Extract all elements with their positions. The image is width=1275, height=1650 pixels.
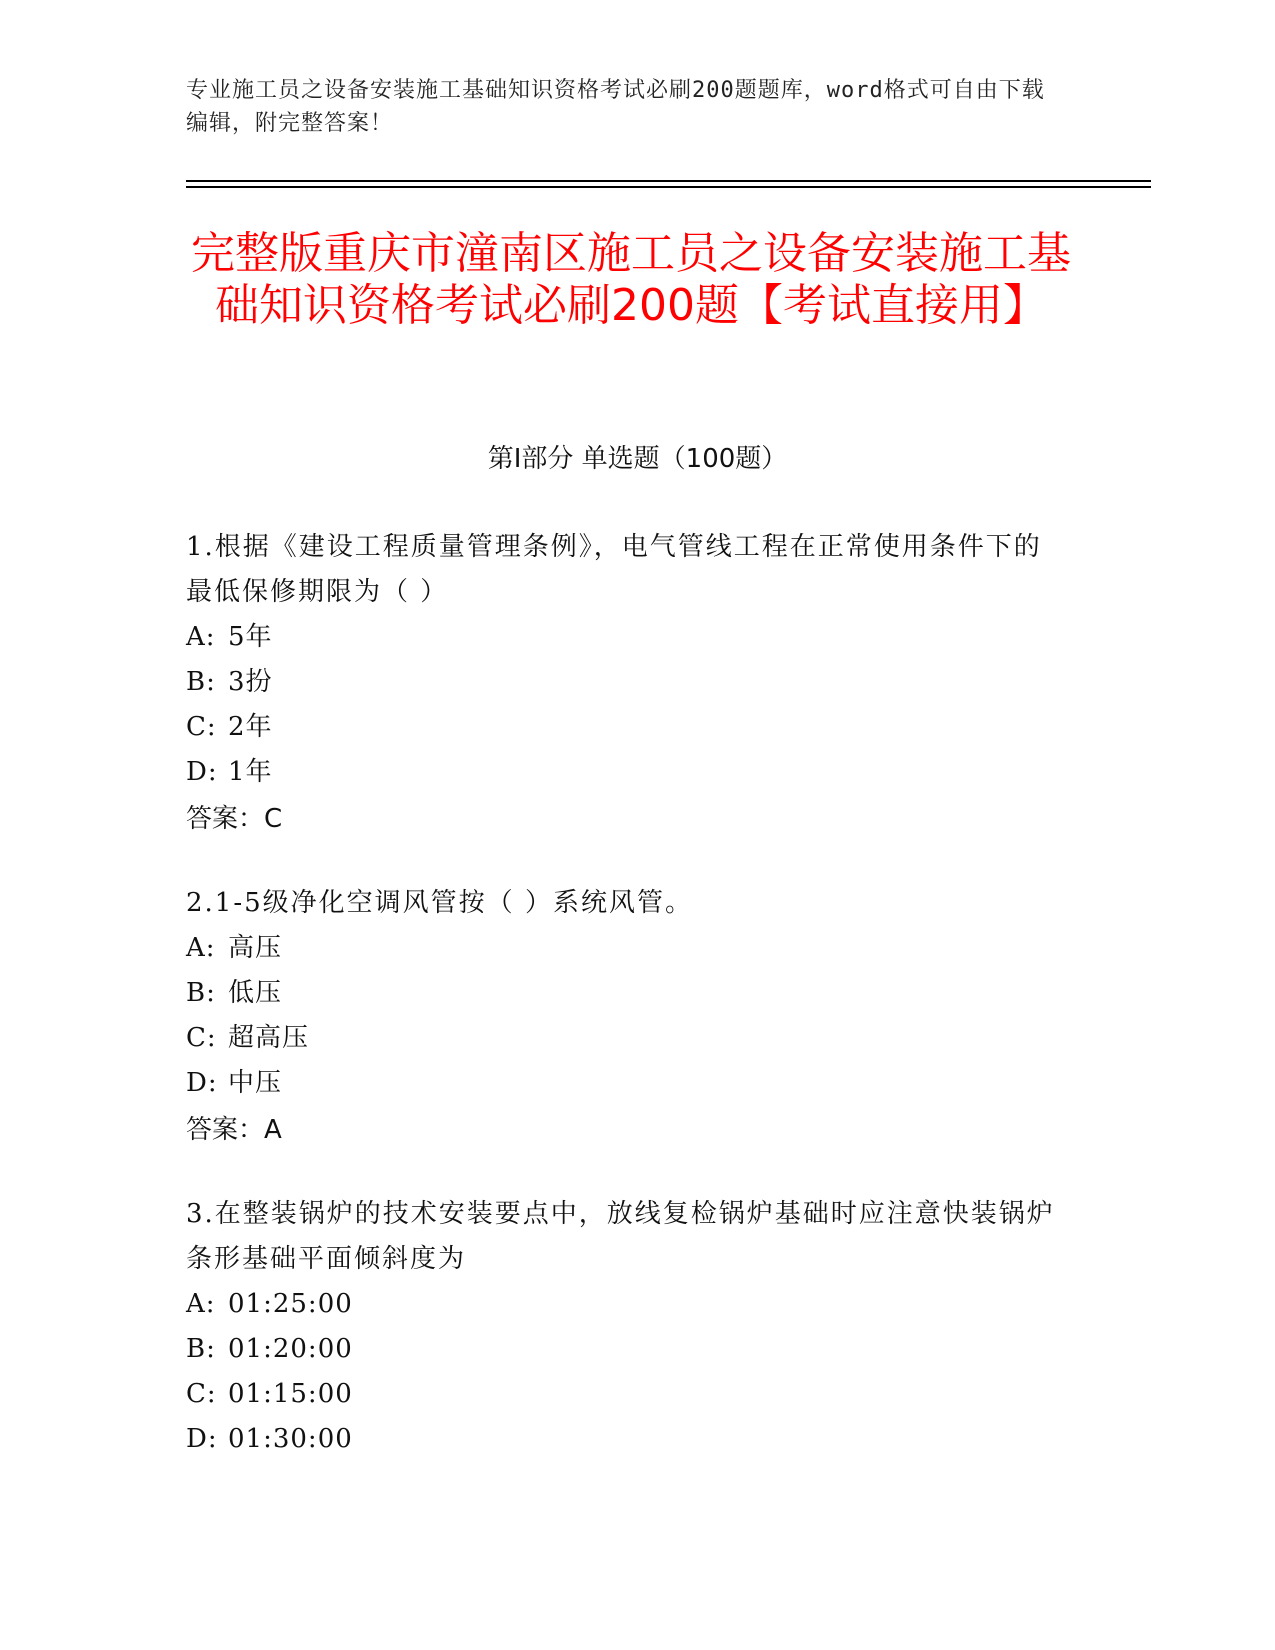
- option-a: [186, 615, 1066, 660]
- option-text: 01:20:00: [228, 1334, 353, 1364]
- option-d: [186, 1417, 1066, 1462]
- option-d: [186, 750, 1066, 795]
- option-text: 1年: [228, 757, 273, 787]
- option-text: 01:30:00: [228, 1424, 353, 1454]
- intro-text: 专业施工员之设备安装施工基础知识资格考试必刷200题题库，word格式可自由下载编辑，附完整答案！: [186, 78, 1045, 136]
- option-c: [186, 1016, 1066, 1061]
- header-rule-bottom: [186, 186, 1151, 188]
- option-letter: B:: [186, 667, 216, 697]
- question-3: [186, 1192, 1066, 1462]
- question-text: 1.根据《建设工程质量管理条例》，电气管线工程在正常使用条件下的最低保修期限为（ ）: [186, 532, 1042, 607]
- question-2: [186, 881, 1066, 1154]
- option-text: 01:25:00: [228, 1289, 353, 1319]
- option-a: [186, 1282, 1066, 1327]
- option-text: 高压: [228, 933, 283, 963]
- document-title: 完整版重庆市潼南区施工员之设备安装施工基础知识资格考试必刷200题【考试直接用】: [191, 228, 1071, 331]
- question-text: 3.在整装锅炉的技术安装要点中，放线复检锅炉基础时应注意快装锅炉条形基础平面倾斜度为: [186, 1199, 1055, 1274]
- option-letter: C:: [186, 712, 217, 742]
- header-rule-top: [186, 180, 1151, 182]
- option-b: [186, 660, 1066, 705]
- question-text: 2.1-5级净化空调风管按（ ）系统风管。: [186, 888, 693, 918]
- option-b: [186, 971, 1066, 1016]
- answer-text: 答案：A: [186, 1115, 282, 1145]
- option-letter: A:: [186, 1289, 216, 1319]
- question-list: [186, 525, 1066, 1500]
- option-letter: C:: [186, 1379, 217, 1409]
- option-text: 3扮: [228, 667, 273, 697]
- option-letter: A:: [186, 933, 216, 963]
- answer-text: 答案：C: [186, 804, 283, 834]
- option-d: [186, 1061, 1066, 1106]
- option-letter: C:: [186, 1023, 217, 1053]
- option-letter: D:: [186, 757, 218, 787]
- question-1: [186, 525, 1066, 843]
- option-text: 低压: [228, 978, 283, 1008]
- option-b: [186, 1327, 1066, 1372]
- option-letter: D:: [186, 1424, 218, 1454]
- option-text: 中压: [228, 1068, 283, 1098]
- option-a: [186, 926, 1066, 971]
- option-c: [186, 705, 1066, 750]
- section-heading: 第Ⅰ部分 单选题（100题）: [487, 444, 788, 474]
- option-text: 5年: [228, 622, 273, 652]
- option-letter: D:: [186, 1068, 218, 1098]
- option-letter: A:: [186, 622, 216, 652]
- option-text: 2年: [228, 712, 273, 742]
- option-text: 超高压: [228, 1023, 310, 1053]
- option-text: 01:15:00: [228, 1379, 353, 1409]
- option-c: [186, 1372, 1066, 1417]
- option-letter: B:: [186, 978, 216, 1008]
- option-letter: B:: [186, 1334, 216, 1364]
